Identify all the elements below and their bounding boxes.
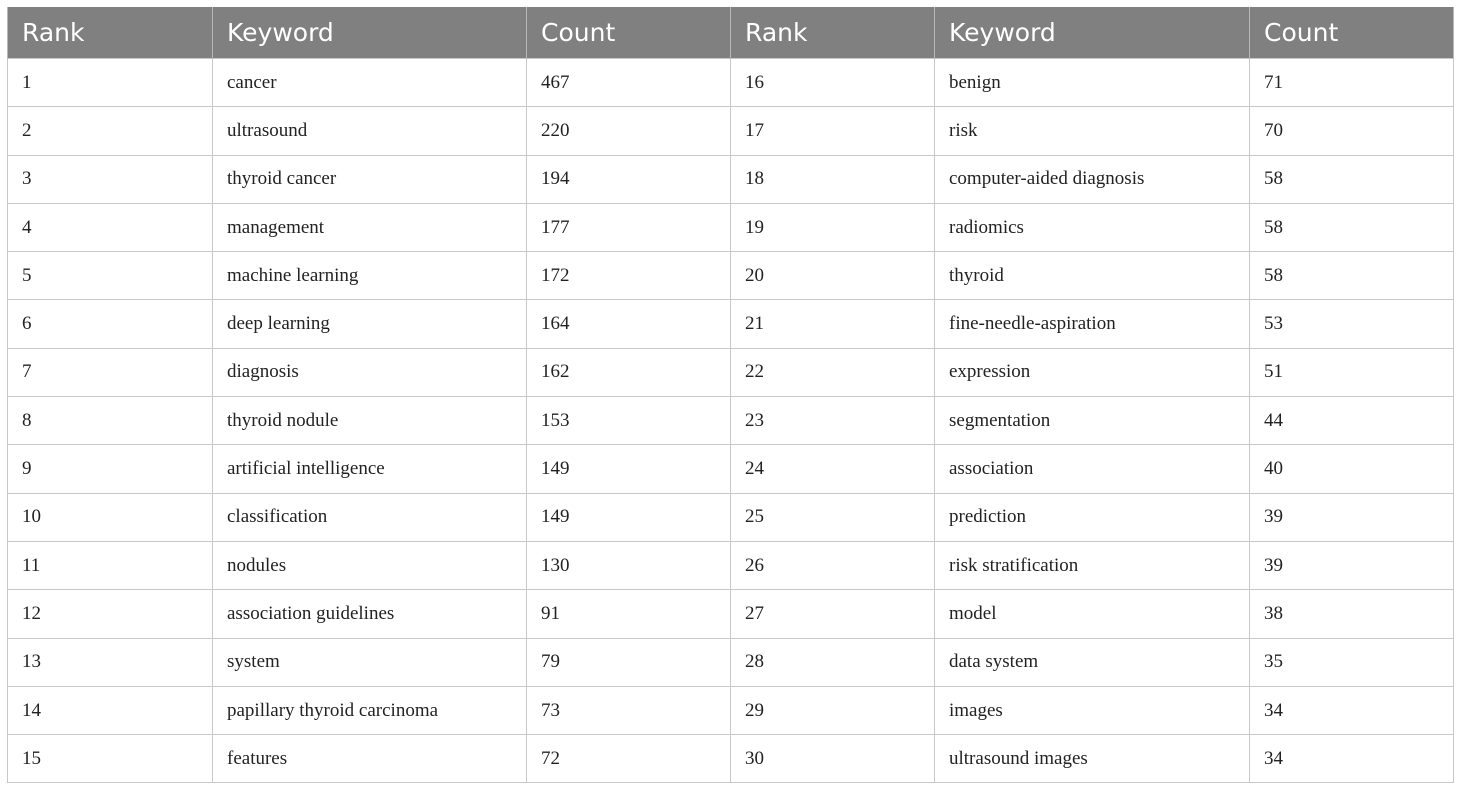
header-count-right: Count	[1250, 7, 1454, 59]
header-rank-right: Rank	[731, 7, 935, 59]
rank-cell: 11	[8, 541, 213, 589]
keyword-cell: papillary thyroid carcinoma	[213, 686, 527, 734]
table-row	[8, 107, 1454, 155]
count-cell: 44	[1250, 397, 1454, 445]
count-cell: 164	[527, 300, 731, 348]
rank-cell: 4	[8, 203, 213, 251]
table-row	[8, 203, 1454, 251]
rank-cell: 17	[731, 107, 935, 155]
table-row	[8, 735, 1454, 783]
table-row	[8, 59, 1454, 107]
count-cell: 91	[527, 590, 731, 638]
rank-cell: 15	[8, 735, 213, 783]
rank-cell: 21	[731, 300, 935, 348]
rank-cell: 13	[8, 638, 213, 686]
count-cell: 34	[1250, 686, 1454, 734]
rank-cell: 19	[731, 203, 935, 251]
rank-cell: 30	[731, 735, 935, 783]
count-cell: 149	[527, 445, 731, 493]
keyword-cell: prediction	[935, 493, 1250, 541]
rank-cell: 18	[731, 155, 935, 203]
keyword-cell: deep learning	[213, 300, 527, 348]
count-cell: 40	[1250, 445, 1454, 493]
count-cell: 58	[1250, 155, 1454, 203]
count-cell: 72	[527, 735, 731, 783]
rank-cell: 29	[731, 686, 935, 734]
keyword-frequency-table	[7, 7, 1454, 783]
keyword-cell: data system	[935, 638, 1250, 686]
table-row	[8, 445, 1454, 493]
header-keyword-right: Keyword	[935, 7, 1250, 59]
table-row	[8, 300, 1454, 348]
keyword-cell: nodules	[213, 541, 527, 589]
header-count-left: Count	[527, 7, 731, 59]
keyword-cell: features	[213, 735, 527, 783]
rank-cell: 10	[8, 493, 213, 541]
count-cell: 79	[527, 638, 731, 686]
count-cell: 467	[527, 59, 731, 107]
count-cell: 71	[1250, 59, 1454, 107]
count-cell: 70	[1250, 107, 1454, 155]
keyword-cell: thyroid nodule	[213, 397, 527, 445]
keyword-cell: system	[213, 638, 527, 686]
keyword-cell: machine learning	[213, 252, 527, 300]
count-cell: 162	[527, 348, 731, 396]
header-rank-left: Rank	[8, 7, 213, 59]
rank-cell: 12	[8, 590, 213, 638]
table-row	[8, 493, 1454, 541]
table-row	[8, 590, 1454, 638]
keyword-cell: diagnosis	[213, 348, 527, 396]
count-cell: 153	[527, 397, 731, 445]
rank-cell: 3	[8, 155, 213, 203]
count-cell: 177	[527, 203, 731, 251]
rank-cell: 20	[731, 252, 935, 300]
keyword-cell: ultrasound images	[935, 735, 1250, 783]
keyword-cell: benign	[935, 59, 1250, 107]
count-cell: 39	[1250, 541, 1454, 589]
keyword-cell: computer-aided diagnosis	[935, 155, 1250, 203]
keyword-cell: management	[213, 203, 527, 251]
keyword-cell: expression	[935, 348, 1250, 396]
rank-cell: 9	[8, 445, 213, 493]
keyword-cell: segmentation	[935, 397, 1250, 445]
count-cell: 130	[527, 541, 731, 589]
rank-cell: 1	[8, 59, 213, 107]
keyword-cell: artificial intelligence	[213, 445, 527, 493]
rank-cell: 6	[8, 300, 213, 348]
count-cell: 149	[527, 493, 731, 541]
table-row	[8, 686, 1454, 734]
rank-cell: 27	[731, 590, 935, 638]
rank-cell: 28	[731, 638, 935, 686]
count-cell: 73	[527, 686, 731, 734]
count-cell: 51	[1250, 348, 1454, 396]
count-cell: 38	[1250, 590, 1454, 638]
rank-cell: 23	[731, 397, 935, 445]
keyword-cell: thyroid	[935, 252, 1250, 300]
keyword-cell: thyroid cancer	[213, 155, 527, 203]
rank-cell: 22	[731, 348, 935, 396]
count-cell: 34	[1250, 735, 1454, 783]
header-row	[8, 7, 1454, 59]
keyword-cell: classification	[213, 493, 527, 541]
keyword-cell: fine-needle-aspiration	[935, 300, 1250, 348]
rank-cell: 26	[731, 541, 935, 589]
count-cell: 194	[527, 155, 731, 203]
keyword-cell: association	[935, 445, 1250, 493]
count-cell: 58	[1250, 203, 1454, 251]
rank-cell: 7	[8, 348, 213, 396]
count-cell: 35	[1250, 638, 1454, 686]
rank-cell: 5	[8, 252, 213, 300]
count-cell: 53	[1250, 300, 1454, 348]
rank-cell: 2	[8, 107, 213, 155]
keyword-cell: cancer	[213, 59, 527, 107]
header-keyword-left: Keyword	[213, 7, 527, 59]
keyword-cell: risk stratification	[935, 541, 1250, 589]
keyword-cell: images	[935, 686, 1250, 734]
count-cell: 220	[527, 107, 731, 155]
count-cell: 172	[527, 252, 731, 300]
rank-cell: 8	[8, 397, 213, 445]
table-row	[8, 397, 1454, 445]
rank-cell: 24	[731, 445, 935, 493]
table-row	[8, 348, 1454, 396]
count-cell: 58	[1250, 252, 1454, 300]
rank-cell: 14	[8, 686, 213, 734]
table-row	[8, 638, 1454, 686]
table-row	[8, 155, 1454, 203]
rank-cell: 25	[731, 493, 935, 541]
count-cell: 39	[1250, 493, 1454, 541]
keyword-cell: radiomics	[935, 203, 1250, 251]
keyword-cell: risk	[935, 107, 1250, 155]
table-header	[8, 7, 1454, 59]
keyword-cell: association guidelines	[213, 590, 527, 638]
table-row	[8, 252, 1454, 300]
table-row	[8, 541, 1454, 589]
table-body	[8, 59, 1454, 783]
keyword-table-container	[7, 7, 1453, 783]
keyword-cell: model	[935, 590, 1250, 638]
keyword-cell: ultrasound	[213, 107, 527, 155]
rank-cell: 16	[731, 59, 935, 107]
